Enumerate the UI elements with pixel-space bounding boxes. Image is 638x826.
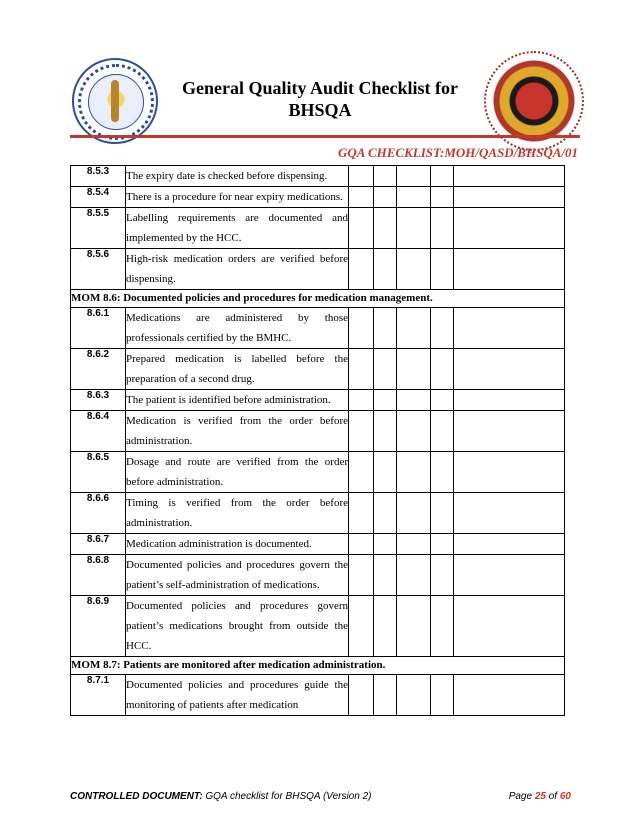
item-description: Labelling requirements are documented and implemented by the HCC. bbox=[126, 208, 349, 249]
item-number: 8.5.3 bbox=[71, 166, 126, 187]
footer-controlled-text: GQA checklist for BHSQA (Version 2) bbox=[202, 791, 372, 802]
score-cell[interactable] bbox=[454, 208, 565, 249]
score-cell[interactable] bbox=[349, 596, 374, 657]
item-number: 8.5.4 bbox=[71, 187, 126, 208]
score-cell[interactable] bbox=[454, 534, 565, 555]
page-total: 60 bbox=[559, 791, 571, 802]
score-cell[interactable] bbox=[431, 349, 454, 390]
checklist-row bbox=[71, 675, 565, 716]
score-cell[interactable] bbox=[431, 493, 454, 534]
item-description: Medication administration is documented. bbox=[126, 534, 349, 555]
item-number: 8.6.7 bbox=[71, 534, 126, 555]
score-cell[interactable] bbox=[431, 675, 454, 716]
item-description: The expiry date is checked before dispensing. bbox=[126, 166, 349, 187]
score-cell[interactable] bbox=[397, 249, 431, 290]
page-current: 25 bbox=[534, 791, 546, 802]
score-cell[interactable] bbox=[374, 349, 397, 390]
item-number: 8.6.9 bbox=[71, 596, 126, 657]
score-cell[interactable] bbox=[374, 187, 397, 208]
score-cell[interactable] bbox=[397, 675, 431, 716]
score-cell[interactable] bbox=[431, 596, 454, 657]
checklist-table bbox=[70, 165, 565, 716]
score-cell[interactable] bbox=[454, 411, 565, 452]
item-description: There is a procedure for near expiry medications. bbox=[126, 187, 349, 208]
checklist-code: GQA CHECKLIST:MOH/QASD/BHSQA/01 bbox=[338, 145, 578, 160]
section-heading: MOM 8.6: Documented policies and procedures for medication management. bbox=[71, 290, 565, 308]
score-cell[interactable] bbox=[374, 249, 397, 290]
section-heading: MOM 8.7: Patients are monitored after medication administration. bbox=[71, 657, 565, 675]
score-cell[interactable] bbox=[397, 452, 431, 493]
score-cell[interactable] bbox=[454, 555, 565, 596]
score-cell[interactable] bbox=[374, 534, 397, 555]
checklist-row bbox=[71, 452, 565, 493]
score-cell[interactable] bbox=[454, 308, 565, 349]
item-description: Prepared medication is labelled before the preparation of a second drug. bbox=[126, 349, 349, 390]
score-cell[interactable] bbox=[397, 187, 431, 208]
item-number: 8.6.4 bbox=[71, 411, 126, 452]
score-cell[interactable] bbox=[349, 249, 374, 290]
score-cell[interactable] bbox=[454, 349, 565, 390]
section-row bbox=[71, 290, 565, 308]
score-cell[interactable] bbox=[349, 534, 374, 555]
score-cell[interactable] bbox=[349, 349, 374, 390]
score-cell[interactable] bbox=[454, 493, 565, 534]
score-cell[interactable] bbox=[431, 411, 454, 452]
score-cell[interactable] bbox=[349, 452, 374, 493]
footer-page-number bbox=[509, 791, 571, 802]
score-cell[interactable] bbox=[397, 208, 431, 249]
item-number: 8.6.1 bbox=[71, 308, 126, 349]
score-cell[interactable] bbox=[349, 308, 374, 349]
section-row bbox=[71, 657, 565, 675]
score-cell[interactable] bbox=[454, 596, 565, 657]
score-cell[interactable] bbox=[454, 166, 565, 187]
score-cell[interactable] bbox=[349, 208, 374, 249]
item-number: 8.6.6 bbox=[71, 493, 126, 534]
score-cell[interactable] bbox=[454, 249, 565, 290]
score-cell[interactable] bbox=[431, 452, 454, 493]
score-cell[interactable] bbox=[349, 187, 374, 208]
footer-controlled-document bbox=[70, 791, 372, 802]
checklist-row bbox=[71, 208, 565, 249]
score-cell[interactable] bbox=[431, 166, 454, 187]
checklist-row bbox=[71, 187, 565, 208]
checklist-row bbox=[71, 390, 565, 411]
score-cell[interactable] bbox=[397, 349, 431, 390]
checklist-row bbox=[71, 493, 565, 534]
score-cell[interactable] bbox=[374, 411, 397, 452]
item-number: 8.7.1 bbox=[71, 675, 126, 716]
score-cell[interactable] bbox=[349, 555, 374, 596]
item-description: Timing is verified from the order before administration. bbox=[126, 493, 349, 534]
score-cell[interactable] bbox=[454, 390, 565, 411]
score-cell[interactable] bbox=[374, 208, 397, 249]
item-description: Medication is verified from the order before administration. bbox=[126, 411, 349, 452]
score-cell[interactable] bbox=[431, 390, 454, 411]
checklist-row bbox=[71, 555, 565, 596]
item-description: Documented policies and procedures govern patient’s medications brought from outside the HCC. bbox=[126, 596, 349, 657]
page-of: of bbox=[545, 791, 560, 802]
item-number: 8.6.8 bbox=[71, 555, 126, 596]
checklist-row bbox=[71, 249, 565, 290]
score-cell[interactable] bbox=[349, 390, 374, 411]
checklist-row bbox=[71, 349, 565, 390]
score-cell[interactable] bbox=[397, 493, 431, 534]
score-cell[interactable] bbox=[374, 596, 397, 657]
score-cell[interactable] bbox=[397, 166, 431, 187]
score-cell[interactable] bbox=[397, 411, 431, 452]
score-cell[interactable] bbox=[431, 187, 454, 208]
item-number: 8.6.2 bbox=[71, 349, 126, 390]
score-cell[interactable] bbox=[397, 596, 431, 657]
score-cell[interactable] bbox=[431, 208, 454, 249]
score-cell[interactable] bbox=[374, 452, 397, 493]
item-description: Medications are administered by those professionals certified by the BMHC. bbox=[126, 308, 349, 349]
document-title-line1: General Quality Audit Checklist for bbox=[182, 78, 458, 98]
score-cell[interactable] bbox=[374, 493, 397, 534]
checklist-row bbox=[71, 411, 565, 452]
score-cell[interactable] bbox=[397, 534, 431, 555]
page-label: Page bbox=[508, 791, 535, 802]
header-divider bbox=[70, 135, 580, 138]
score-cell[interactable] bbox=[431, 249, 454, 290]
checklist-row bbox=[71, 308, 565, 349]
national-emblem-logo bbox=[488, 55, 580, 147]
document-title-line2: BHSQA bbox=[288, 100, 352, 120]
checklist-row bbox=[71, 596, 565, 657]
score-cell[interactable] bbox=[374, 390, 397, 411]
item-number: 8.5.6 bbox=[71, 249, 126, 290]
footer-controlled-label: CONTROLLED DOCUMENT: bbox=[70, 791, 203, 802]
item-description: The patient is identified before administration. bbox=[126, 390, 349, 411]
score-cell[interactable] bbox=[431, 308, 454, 349]
score-cell[interactable] bbox=[374, 555, 397, 596]
score-cell[interactable] bbox=[431, 534, 454, 555]
item-number: 8.6.5 bbox=[71, 452, 126, 493]
score-cell[interactable] bbox=[397, 308, 431, 349]
score-cell[interactable] bbox=[397, 555, 431, 596]
item-number: 8.6.3 bbox=[71, 390, 126, 411]
score-cell[interactable] bbox=[374, 166, 397, 187]
ministry-seal-logo bbox=[72, 58, 158, 144]
score-cell[interactable] bbox=[374, 308, 397, 349]
score-cell[interactable] bbox=[349, 166, 374, 187]
item-description: Documented policies and procedures guide the monitoring of patients after medication bbox=[126, 675, 349, 716]
item-number: 8.5.5 bbox=[71, 208, 126, 249]
seal-caduceus bbox=[111, 80, 119, 122]
item-description: High-risk medication orders are verified before dispensing. bbox=[126, 249, 349, 290]
score-cell[interactable] bbox=[431, 555, 454, 596]
score-cell[interactable] bbox=[454, 675, 565, 716]
item-description: Dosage and route are verified from the order before administration. bbox=[126, 452, 349, 493]
score-cell[interactable] bbox=[454, 187, 565, 208]
score-cell[interactable] bbox=[349, 411, 374, 452]
item-description: Documented policies and procedures govern the patient’s self-administration of medications. bbox=[126, 555, 349, 596]
checklist-row bbox=[71, 534, 565, 555]
score-cell[interactable] bbox=[397, 390, 431, 411]
score-cell[interactable] bbox=[349, 675, 374, 716]
checklist-row bbox=[71, 166, 565, 187]
score-cell[interactable] bbox=[454, 452, 565, 493]
score-cell[interactable] bbox=[374, 675, 397, 716]
score-cell[interactable] bbox=[349, 493, 374, 534]
page-header bbox=[0, 0, 638, 175]
